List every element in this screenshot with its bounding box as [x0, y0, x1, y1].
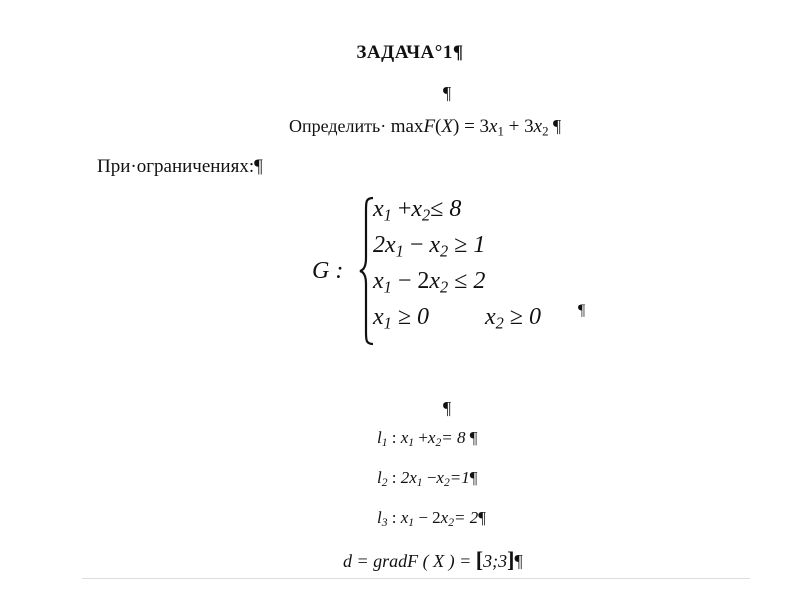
empty-paragraph-mark: ¶ [443, 83, 452, 103]
inequality-1: $x_1 +x_2\le 8$ [373, 196, 462, 225]
pilcrow-mark: ¶ [578, 302, 586, 319]
pilcrow-mark: ¶ [452, 42, 464, 63]
inequality-3: $x_1 - 2x_2 \le 2$ [373, 268, 486, 297]
constraint-system [312, 196, 592, 346]
inequality-2: $2x_1 - x_2 \ge 1$ [373, 232, 486, 261]
task-title [0, 42, 800, 64]
objective-formula: $\max F(X) = 3x_1 + 3x_2$ [390, 116, 549, 139]
pilcrow-mark: ¶ [548, 116, 562, 136]
region-name: G : [312, 258, 344, 284]
objective-verb: Определить· [289, 116, 387, 136]
gradient-vector: d = gradF ( X ) = [3;3]¶ [343, 547, 523, 572]
task-title-text: ЗАДАЧА°1 [356, 42, 453, 63]
boundary-line-l2: $l_2$ : $2x_1$ $-x_2=1\P$ [377, 468, 478, 490]
constraints-label: При·ограничениях:¶ [97, 156, 263, 177]
empty-paragraph-mark: ¶ [443, 398, 452, 418]
nonnegativity-constraints: $x_1 \ge 0$ $x_2 \ge 0$ [373, 304, 541, 333]
boundary-line-l3: $l_3$ : $x_1 - 2x_2=$ 2¶ [377, 508, 486, 530]
objective-function [289, 116, 561, 138]
page-divider [82, 578, 750, 579]
boundary-line-l1: $l_1$ : $x_1 +x_2= 8$ ¶ [377, 428, 478, 450]
